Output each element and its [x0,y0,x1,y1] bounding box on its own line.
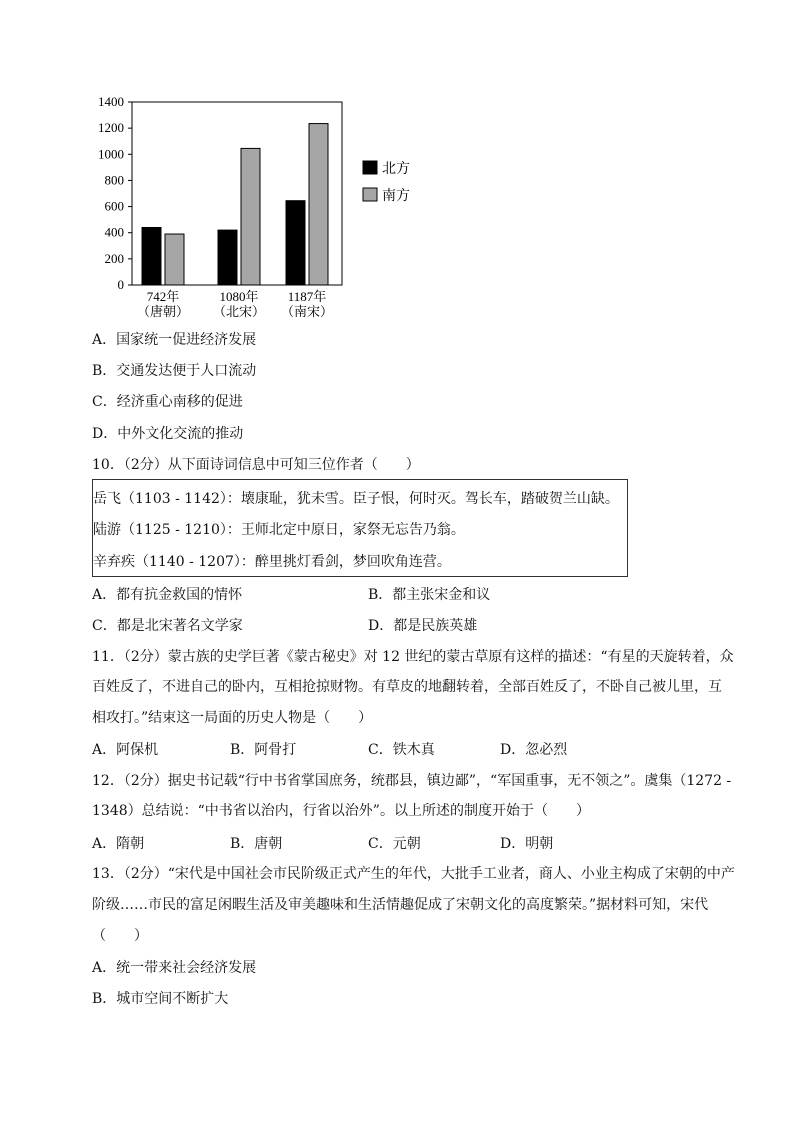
q10-option-d[interactable]: D．都是民族英雄 [368,618,478,634]
y-tick-label: 800 [104,172,124,188]
bar-south [165,234,184,285]
q11-option-d[interactable]: D．忽必烈 [500,742,568,758]
q10-stem: 10．（2分）从下面诗词信息中可知三位作者（ ） [92,457,420,473]
legend-label-south: 南方 [382,189,410,204]
q12-option-b[interactable]: B．唐朝 [230,836,283,852]
q12-line-1: 12．（2分）据史书记载“行中书省掌国庶务，统郡县，镇边鄙”，“军国重事，无不领之”。虞集（1272 - [92,773,732,789]
q12-option-c[interactable]: C．元朝 [368,836,421,852]
q13-line-1: 13．（2分）“宋代是中国社会市民阶级正式产生的年代，大批手工业者，商人、小业主构成了宋朝的中产 [92,866,735,882]
legend-swatch-north [363,161,377,174]
y-tick-label: 1200 [98,120,124,136]
poem-quote-box [92,479,628,577]
q10-option-c[interactable]: C．都是北宋著名文学家 [92,618,243,634]
q13-line-3: （ ） [92,928,148,944]
q13-option-b[interactable]: B．城市空间不断扩大 [92,991,229,1007]
q13-option-a[interactable]: A．统一带来社会经济发展 [92,960,257,976]
y-tick-label: 1400 [98,94,124,109]
x-tick-label: 1187年 [287,289,327,304]
bar-south [241,148,260,285]
q11-option-c[interactable]: C．铁木真 [368,742,435,758]
x-tick-label: 742年 [146,289,180,304]
quote-lu-you: 陆游（1125 - 1210）：王师北定中原日，家祭无忘告乃翁。 [93,522,465,538]
x-tick-label: （唐朝） [136,304,190,319]
y-tick-label: 1000 [98,146,124,162]
q13-line-2: 阶级……市民的富足闲暇生活及审美趣味和生活情趣促成了宋朝文化的高度繁荣。”据材料可知，宋代 [92,897,709,913]
q11-option-a[interactable]: A．阿保机 [92,742,159,758]
bar-north [286,201,305,285]
y-tick-label: 0 [117,277,124,292]
q9-option-b[interactable]: B．交通发达便于人口流动 [92,363,257,379]
legend-label-north: 北方 [382,162,410,177]
q10-option-a[interactable]: A．都有抗金救国的情怀 [92,587,243,603]
bar-south [309,124,328,285]
x-tick-label: 1080年 [219,289,259,304]
population-bar-chart [80,90,440,325]
q11-option-b[interactable]: B．阿骨打 [230,742,297,758]
q9-option-c[interactable]: C．经济重心南移的促进 [92,394,243,410]
q11-line-3: 相攻打。”结束这一局面的历史人物是（ ） [92,710,373,726]
y-tick-label: 200 [104,250,124,266]
x-tick-label: （南宋） [280,304,334,319]
y-tick-label: 600 [104,198,124,214]
quote-xin-qiji: 辛弃疾（1140 - 1207）：醉里挑灯看剑，梦回吹角连营。 [93,554,451,570]
quote-yue-fei: 岳飞（1103 - 1142）：壊康耻，犹未雪。臣子恨，何时灭。驾长车，踏破贺兰山缺。 [93,491,619,507]
q9-option-a[interactable]: A．国家统一促进经济发展 [92,332,257,348]
q9-option-d[interactable]: D．中外文化交流的推动 [92,426,244,442]
q10-option-b[interactable]: B．都主张宋金和议 [368,587,491,603]
q12-line-2: 1348）总结说：“中书省以治内，行省以治外”。以上所述的制度开始于（ ） [92,803,590,819]
q11-line-1: 11．（2分）蒙古族的史学巨著《蒙古秘史》对 12 世纪的蒙古草原有这样的描述：“有星的天旋转着，众 [92,649,734,665]
y-tick-label: 400 [104,224,124,240]
legend-swatch-south [363,188,377,201]
x-tick-label: （北宋） [212,304,266,319]
q11-line-2: 百姓反了，不进自己的卧内，互相抢掠财物。有草皮的地翻转着，全部百姓反了，不卧自己被儿里，互 [92,679,722,695]
bar-north [142,227,161,285]
q12-option-a[interactable]: A．隋朝 [92,836,145,852]
bar-north [218,230,237,285]
q12-option-d[interactable]: D．明朝 [500,836,554,852]
